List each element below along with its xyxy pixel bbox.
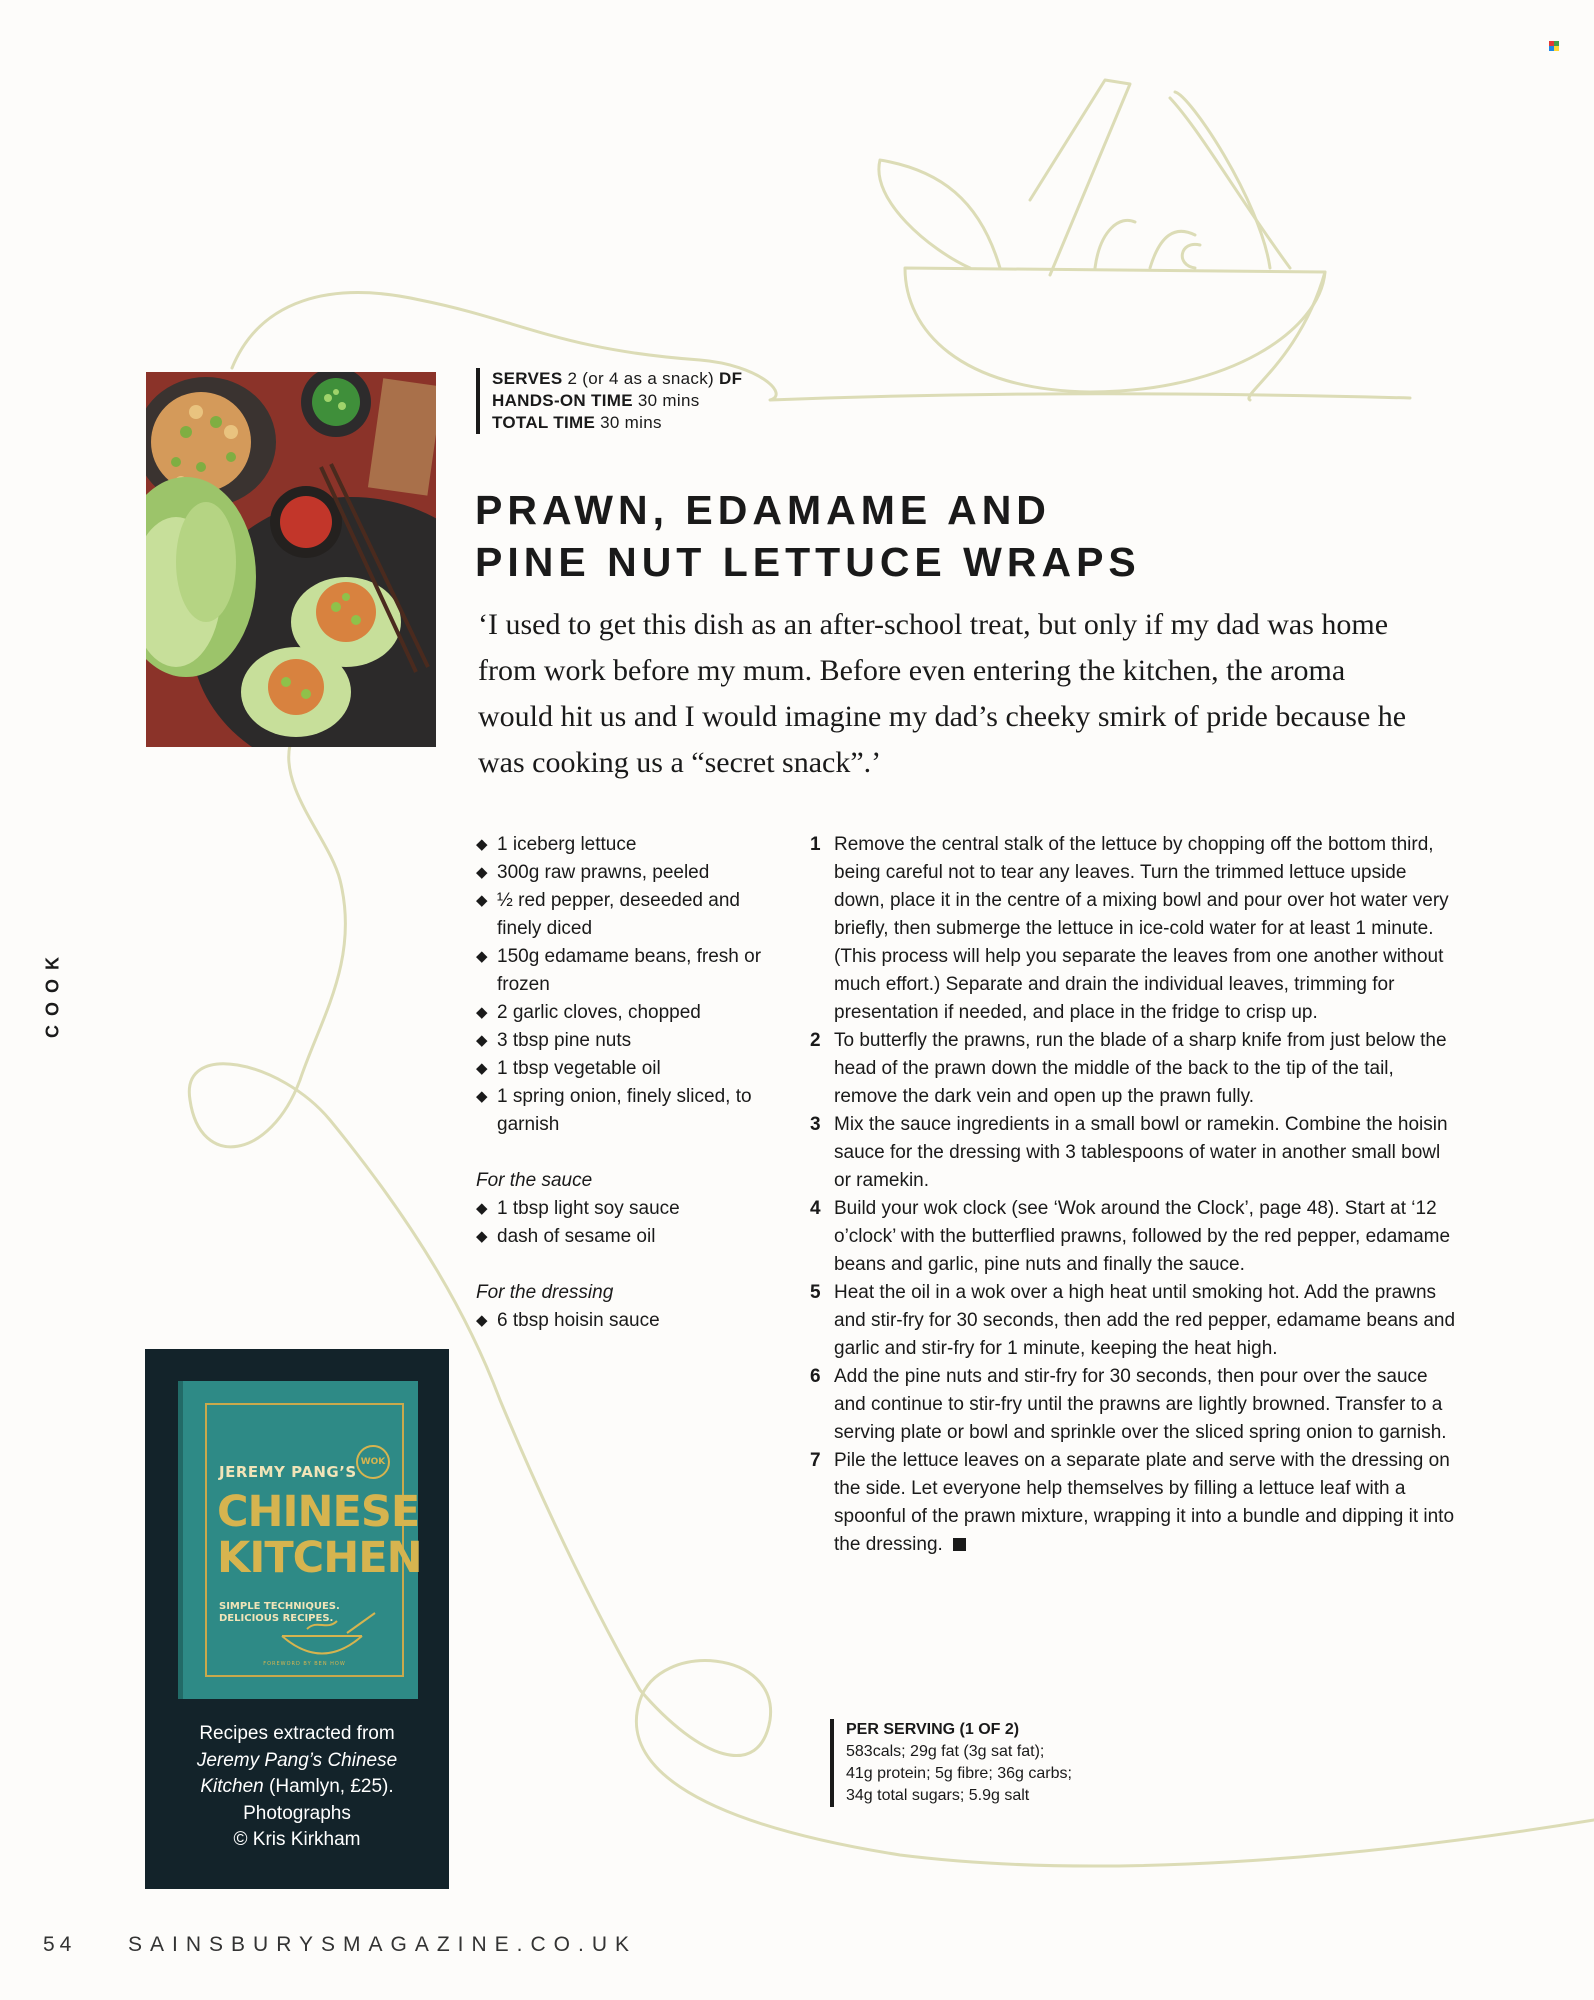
- step-text: Add the pine nuts and stir-fry for 30 seconds, then pour over the sauce and continue to stir-fry until the prawns are lightly browned. Transfer to a serving plate or bowl and sprinkle over the sliced spring onion to garnish.: [834, 1366, 1447, 1443]
- step-text: Mix the sauce ingredients in a small bowl or ramekin. Combine the hoisin sauce for the dressing with 3 tablespoons of water in another small bowl or ramekin.: [834, 1114, 1448, 1191]
- nutrition-box: [830, 1719, 1072, 1807]
- book-author: JEREMY PANG’S: [219, 1463, 357, 1481]
- section-label-text: COOK: [42, 948, 63, 1038]
- diet-tag: DF: [719, 369, 743, 388]
- method-steps: [810, 831, 1460, 1559]
- bullet-diamond-icon: ◆: [476, 1004, 488, 1021]
- bullet-diamond-icon: ◆: [476, 1312, 488, 1329]
- wok-badge: WOK: [356, 1445, 390, 1479]
- caption-line-1: Recipes extracted from: [199, 1723, 395, 1744]
- ingredients-list: [476, 831, 776, 1335]
- bullet-diamond-icon: ◆: [476, 864, 488, 881]
- method-step: [810, 1027, 1460, 1111]
- colour-registration-mark: [1549, 38, 1559, 48]
- ingredient-text: ½ red pepper, deseeded and finely diced: [497, 890, 740, 939]
- book-subtitle-line-1: SIMPLE TECHNIQUES.: [219, 1601, 340, 1612]
- section-label: [28, 938, 78, 1048]
- sauce-heading: For the sauce: [476, 1170, 593, 1191]
- step-text: Remove the central stalk of the lettuce by chopping off the bottom third, being careful not to tear any leaves. Turn the trimmed lettuce upside down, place it in the centre of a mixing bowl and pour over hot water very briefly, then submerge the lettuce in ice-cold water for at least 1 minute. (This process will help you separate the leaves from one another without much effort.) Separate and drain the individual leaves, trimming for presentation if needed, and place in the fridge to crisp up.: [834, 834, 1449, 1023]
- step-number: 2: [810, 1030, 821, 1051]
- caption-line-2: Jeremy Pang’s Chinese: [196, 1749, 398, 1771]
- bullet-diamond-icon: ◆: [476, 1060, 488, 1077]
- ingredient-item: [476, 999, 776, 1027]
- caption-italic: Kitchen: [200, 1776, 264, 1797]
- nutrition-line-2: 41g protein; 5g fibre; 36g carbs;: [846, 1765, 1072, 1782]
- nutrition-line-3: 34g total sugars; 5.9g salt: [846, 1787, 1030, 1804]
- ingredient-item: [476, 943, 776, 999]
- caption-line-4: Photographs: [243, 1802, 351, 1824]
- ingredient-text: 150g edamame beans, fresh or frozen: [497, 946, 762, 995]
- step-number: 1: [810, 834, 821, 855]
- serves-label: SERVES: [492, 369, 563, 388]
- step-number: 6: [810, 1366, 821, 1387]
- recipe-title: [475, 484, 1375, 588]
- book-title-line-2: KITCHEN: [217, 1533, 422, 1583]
- ingredient-text: 1 spring onion, finely sliced, to garnish: [497, 1086, 752, 1135]
- caption-line-3: [155, 1774, 439, 1801]
- recipe-meta: [476, 368, 742, 434]
- title-line-1: PRAWN, EDAMAME AND: [475, 487, 1051, 533]
- ingredient-text: 1 tbsp vegetable oil: [497, 1058, 661, 1079]
- steps-list: [810, 831, 1460, 1559]
- book-cover-border: [205, 1403, 422, 1677]
- ingredient-item: [476, 1083, 776, 1139]
- serves-value: 2 (or 4 as a snack): [567, 369, 714, 388]
- recipe-photo: [146, 372, 436, 747]
- step-number: 5: [810, 1282, 821, 1303]
- dressing-ingredients: [476, 1307, 776, 1335]
- book-cover: [178, 1381, 422, 1699]
- ingredient-item: [476, 831, 776, 859]
- method-step: [810, 831, 1460, 1027]
- ingredient-item: [476, 1223, 776, 1251]
- ingredient-text: dash of sesame oil: [497, 1226, 656, 1247]
- ingredient-text: 2 garlic cloves, chopped: [497, 1002, 701, 1023]
- step-text: Build your wok clock (see ‘Wok around the Clock’, page 48). Start at ‘12 o’clock’ with the butterflied prawns, followed by the red pepper, edamame beans and garlic, pine nuts and finally the sauce.: [834, 1198, 1451, 1275]
- total-time-label: TOTAL TIME: [492, 413, 596, 432]
- ingredient-item: [476, 887, 776, 943]
- bullet-diamond-icon: ◆: [476, 1200, 488, 1217]
- hands-on-label: HANDS-ON TIME: [492, 391, 633, 410]
- book-promo-panel: [145, 1349, 449, 1889]
- book-title: [217, 1489, 422, 1581]
- bullet-diamond-icon: ◆: [476, 892, 488, 909]
- serves-line: [492, 368, 742, 390]
- bullet-diamond-icon: ◆: [476, 1228, 488, 1245]
- total-time-value: 30 mins: [600, 413, 662, 432]
- bullet-diamond-icon: ◆: [476, 948, 488, 965]
- bullet-diamond-icon: ◆: [476, 1088, 488, 1105]
- page-number: 54: [43, 1933, 77, 1956]
- book-title-line-1: CHINESE: [217, 1487, 420, 1537]
- method-step: [810, 1111, 1460, 1195]
- book-caption: [155, 1721, 439, 1854]
- ingredient-item: [476, 1307, 776, 1335]
- step-text: Pile the lettuce leaves on a separate plate and serve with the dressing on the side. Let everyone help themselves by filling a lettuce leaf with a spoonful of the prawn mixture, wrapping it into a bundle and dipping it into the dressing.: [834, 1450, 1455, 1555]
- ingredient-text: 3 tbsp pine nuts: [497, 1030, 632, 1051]
- ingredient-item: [476, 1027, 776, 1055]
- hands-on-value: 30 mins: [637, 391, 700, 410]
- method-step: [810, 1279, 1460, 1363]
- step-number: 3: [810, 1114, 821, 1135]
- ingredient-text: 1 iceberg lettuce: [497, 834, 637, 855]
- intro-quote: ‘I used to get this dish as an after-school treat, but only if my dad was home from work before my mum. Before even entering the kitchen, the aroma would hit us and I would imagine my dad’s cheeky smirk of pride because he was cooking us a “secret snack”.’: [478, 608, 1407, 779]
- bullet-diamond-icon: ◆: [476, 1032, 488, 1049]
- method-step: [810, 1195, 1460, 1279]
- hands-on-line: [492, 390, 742, 412]
- caption-line-5: © Kris Kirkham: [233, 1829, 361, 1850]
- ingredient-text: 300g raw prawns, peeled: [497, 862, 710, 883]
- ingredient-item: [476, 1055, 776, 1083]
- method-step: [810, 1447, 1460, 1559]
- main-ingredients: [476, 831, 776, 1139]
- sauce-ingredients: [476, 1195, 776, 1251]
- method-step: [810, 1363, 1460, 1447]
- nutrition-heading: PER SERVING (1 OF 2): [846, 1721, 1020, 1738]
- ingredient-item: [476, 1195, 776, 1223]
- bullet-diamond-icon: ◆: [476, 836, 488, 853]
- ingredient-text: 6 tbsp hoisin sauce: [497, 1310, 660, 1331]
- end-square-icon: [953, 1538, 966, 1551]
- step-number: 7: [810, 1450, 821, 1471]
- website-url[interactable]: SAINSBURYSMAGAZINE.CO.UK: [128, 1933, 638, 1956]
- step-text: To butterfly the prawns, run the blade of a sharp knife from just below the head of the prawn down the middle of the back to the tip of the tail, remove the dark vein and open up the prawn fully.: [834, 1030, 1447, 1107]
- total-time-line: [492, 412, 742, 434]
- caption-publisher: (Hamlyn, £25).: [263, 1776, 394, 1797]
- nutrition-line-1: 583cals; 29g fat (3g sat fat);: [846, 1743, 1045, 1760]
- ingredient-text: 1 tbsp light soy sauce: [497, 1198, 680, 1219]
- book-foreword: FOREWORD BY BEN HOW: [263, 1661, 346, 1667]
- dressing-heading: For the dressing: [476, 1282, 614, 1303]
- ingredient-item: [476, 859, 776, 887]
- step-text: Heat the oil in a wok over a high heat until smoking hot. Add the prawns and stir-fry for 30 seconds, then add the red pepper, edamame beans and garlic and stir-fry for 1 minute, keeping the heat high.: [834, 1282, 1456, 1359]
- step-number: 4: [810, 1198, 821, 1219]
- book-subtitle-line-2: DELICIOUS RECIPES.: [219, 1613, 334, 1624]
- title-line-2: PINE NUT LETTUCE WRAPS: [475, 539, 1141, 585]
